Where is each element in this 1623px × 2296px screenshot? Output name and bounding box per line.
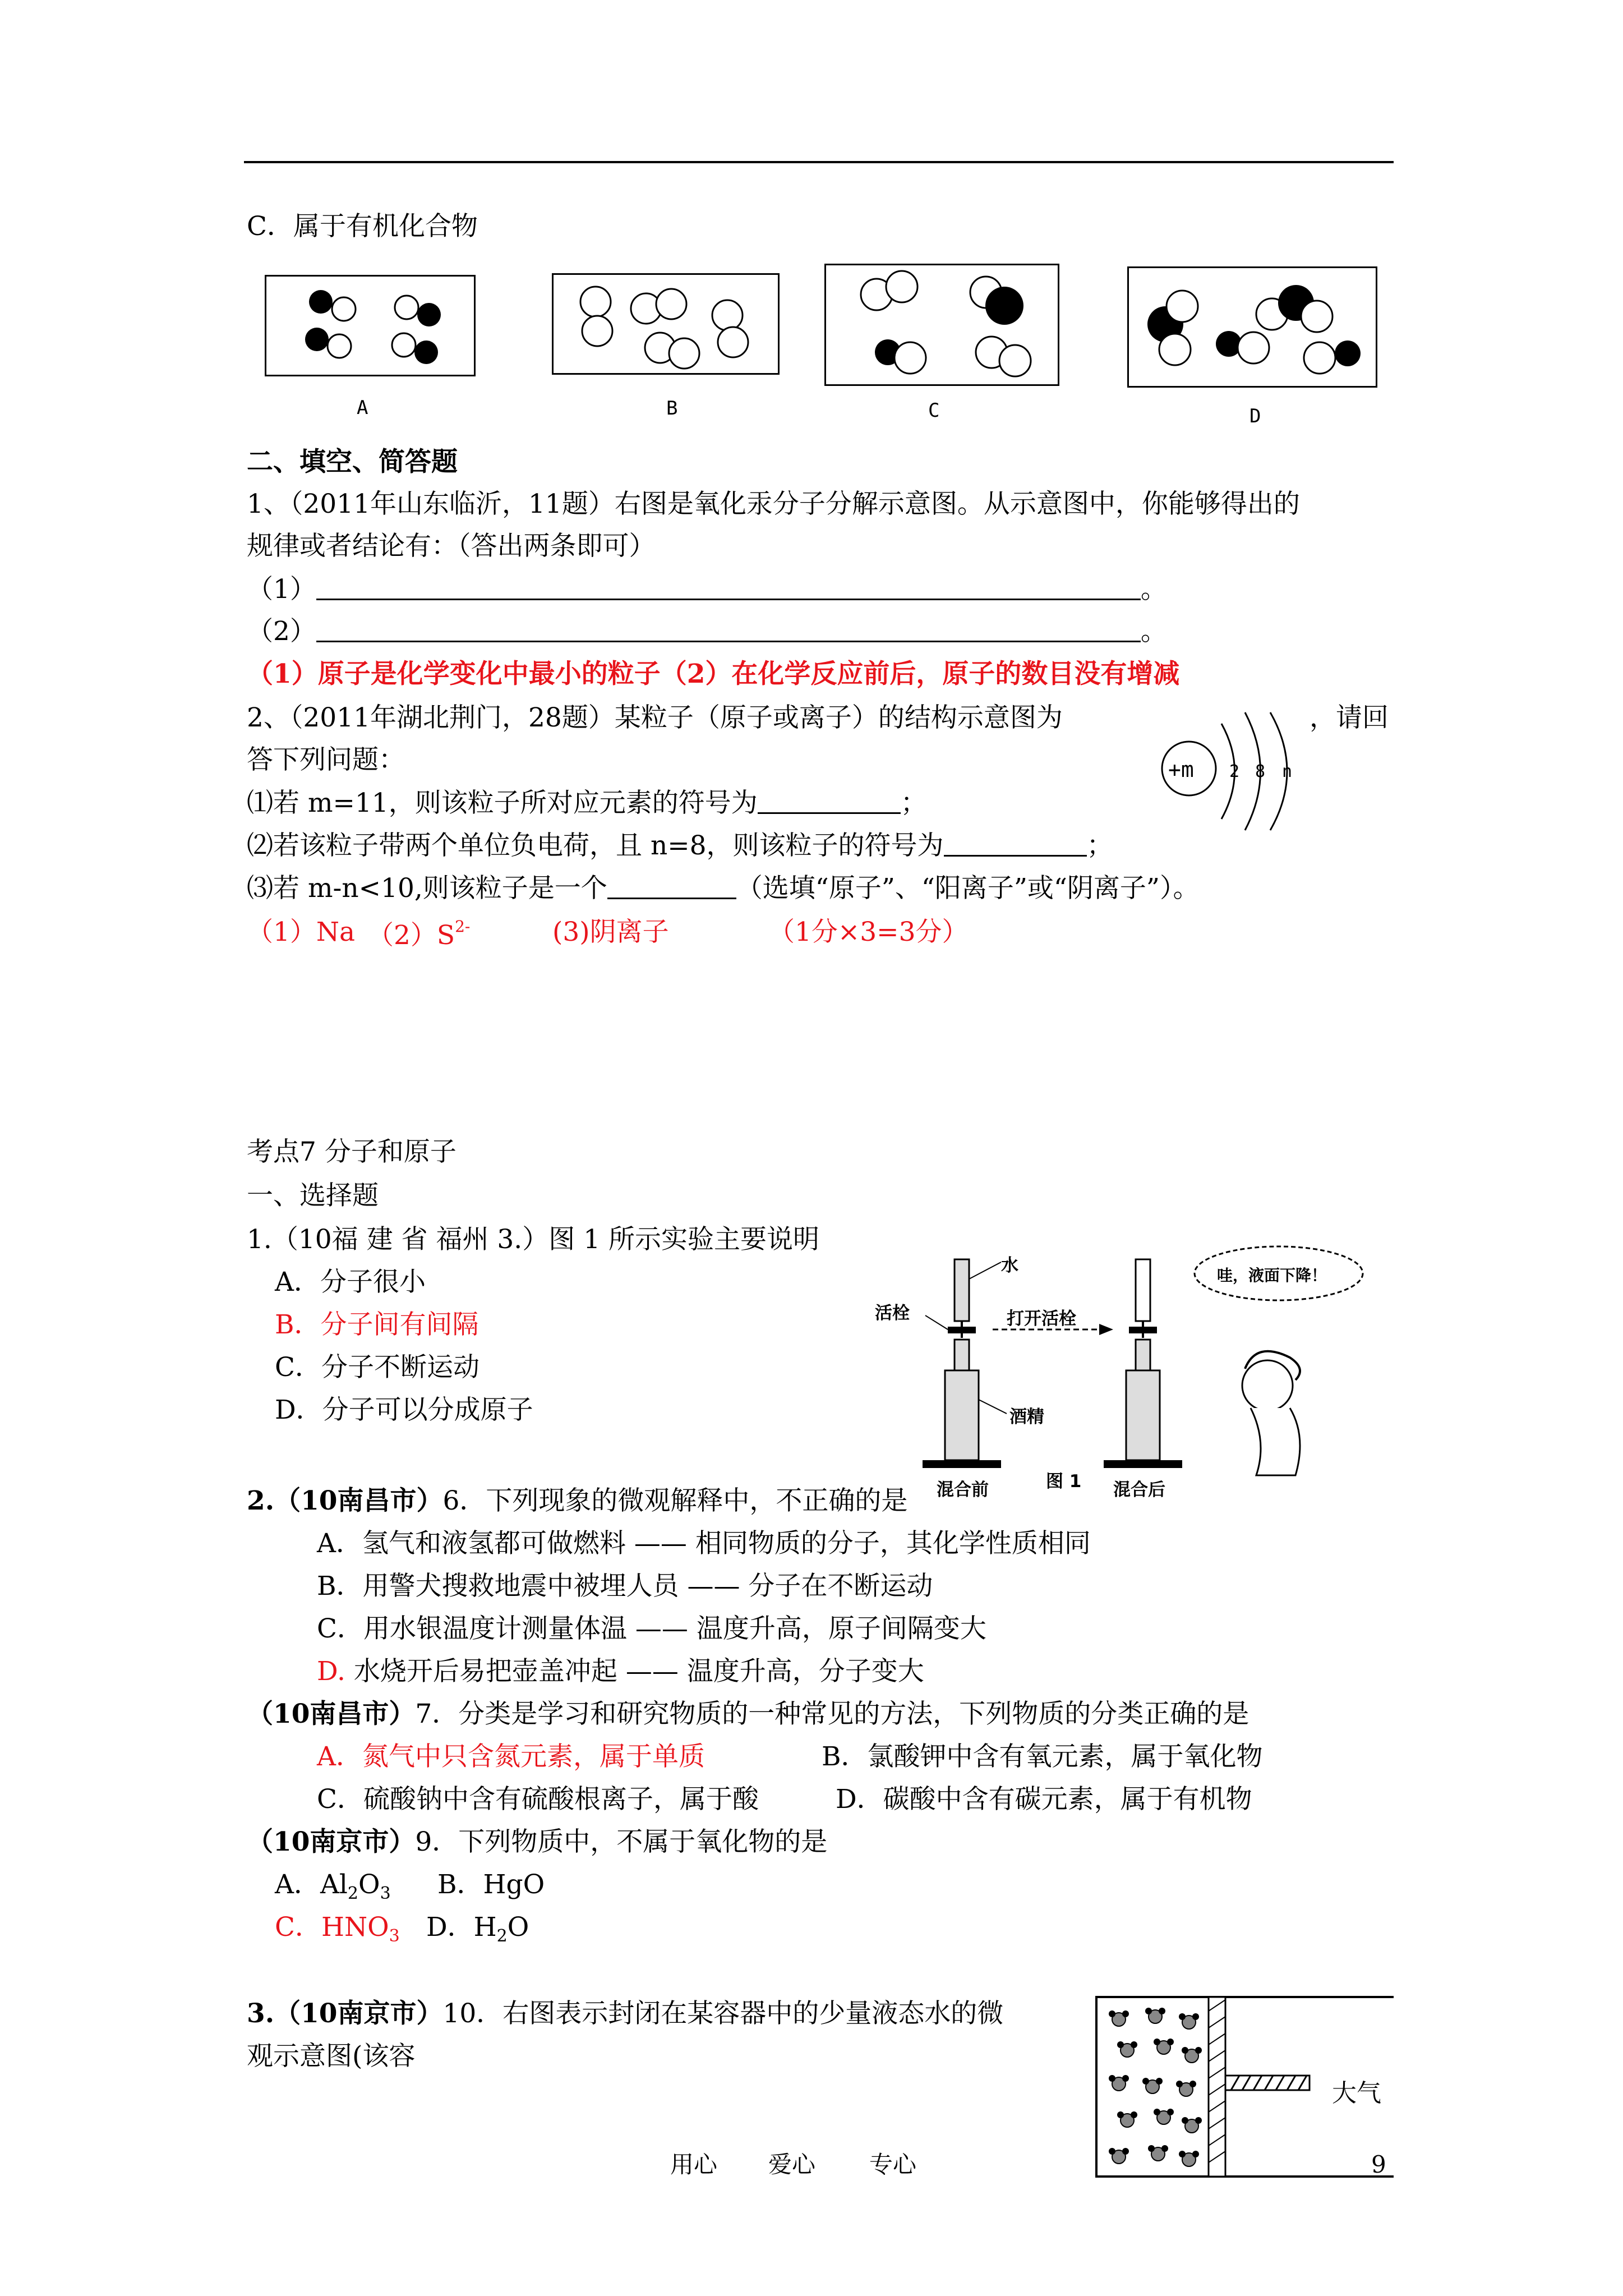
q2-line1: 2、（2011年湖北荆门，28题）某粒子（原子或离子）的结构示意图为	[247, 702, 1063, 733]
molecule-label-a: A	[357, 397, 368, 419]
p1-option-a: A．分子很小	[275, 1267, 426, 1297]
q2-sub2-end: ；	[1086, 830, 1113, 861]
container-water-figure	[1096, 1994, 1394, 2179]
p2-source: 2.（10南昌市）	[247, 1485, 443, 1516]
p5-stem	[247, 2000, 1003, 2027]
p4-option-a: A．$Al_2O_3$	[275, 1869, 391, 1903]
p3-source: （10南昌市）	[247, 1699, 416, 1729]
p3-stem	[247, 1701, 1249, 1727]
p4-option-b: B．HgO	[437, 1869, 545, 1900]
fig1-speech-bubble: 哇，液面下降！	[1217, 1266, 1327, 1285]
q2-sub1-end: ；	[900, 788, 927, 818]
p3-option-a: A．氮气中只含氮元素，属于单质	[317, 1741, 705, 1772]
q2-answer-1: （1）Na	[247, 917, 356, 947]
q2-answer-4: （1分×3=3分）	[768, 917, 969, 947]
fig1-label-water: 水	[1001, 1255, 1018, 1276]
p4-stem	[247, 1826, 828, 1857]
q1-answer: （1）原子是化学变化中最小的粒子（2）在化学反应前后，原子的数目没有增减	[247, 659, 1180, 689]
q2-sub3	[247, 873, 1200, 904]
q1-blank1-row	[247, 574, 1167, 605]
fig1-label-open: 打开活栓	[1007, 1309, 1076, 1329]
p2-option-a: A．氢气和液氢都可做燃料 —— 相同物质的分子，其化学性质相同	[317, 1528, 1091, 1559]
p2-option-b: B．用警犬搜救地震中被埋人员 —— 分子在不断运动	[317, 1571, 933, 1602]
q2-sub3-text: ⑶若 m-n<10,则该粒子是一个	[247, 873, 607, 904]
section-1-title: 一、选择题	[247, 1180, 379, 1211]
p4-option-d: D．$H_2O$	[426, 1912, 529, 1946]
p3-stem-text: 7．分类是学习和研究物质的一种常见的方法，下列物质的分类正确的是	[415, 1699, 1249, 1729]
page-number: 9	[1371, 2151, 1386, 2178]
q1-line1: 1、（2011年山东临沂，11题）右图是氧化汞分子分解示意图。从示意图中，你能够得出的	[247, 489, 1300, 519]
q1-blank2-prefix: （2）	[247, 616, 316, 647]
molecule-box-a	[265, 275, 476, 376]
q2-sub1	[247, 790, 927, 816]
p2-stem-text: 6．下列现象的微观解释中，不正确的是	[442, 1485, 908, 1516]
q2-answer-2-charge: 2-	[455, 917, 471, 936]
q1-blank1[interactable]	[316, 578, 1141, 600]
p4-stem-text: 9．下列物质中，不属于氧化物的是	[415, 1826, 828, 1857]
fig1-label-alcohol: 酒精	[1009, 1407, 1044, 1427]
q1-blank2-row	[247, 618, 1167, 645]
molecule-label-c: C	[928, 399, 940, 422]
q2-answer-2-text: （2）S	[367, 920, 455, 951]
q1-blank2[interactable]	[316, 620, 1141, 642]
molecule-box-b	[552, 273, 780, 375]
figure-1-experiment	[864, 1240, 1363, 1503]
molecule-label-b: B	[666, 397, 678, 420]
container-label-atmosphere: 大气	[1332, 2079, 1381, 2108]
q2-sub2-text: ⑵若该粒子带两个单位负电荷，且 n=8，则该粒子的符号为	[247, 830, 944, 861]
q2-line1-end: ，请回	[1310, 702, 1389, 733]
q2-answer-2	[367, 919, 470, 949]
footer-motto-3: 专心	[869, 2151, 917, 2178]
p2-option-d-letter: D.	[317, 1656, 345, 1687]
p4-source: （10南京市）	[247, 1826, 416, 1857]
fig1-label-before: 混合前	[937, 1480, 989, 1500]
atom-shell-1: 2	[1229, 762, 1240, 781]
p2-stem	[247, 1485, 908, 1516]
footer-motto-2: 爱心	[768, 2151, 816, 2178]
q1-blank1-period: 。	[1140, 574, 1167, 605]
p3-option-c: C．硫酸钠中含有硫酸根离子，属于酸	[317, 1784, 759, 1815]
section-2-title: 二、填空、简答题	[247, 447, 458, 477]
fig1-label-valve: 活栓	[875, 1303, 910, 1323]
q2-answer-3: (3)阴离子	[552, 917, 669, 947]
atom-shell-2: 8	[1255, 762, 1266, 781]
q2-sub3-end: （选填“原子”、“阳离子”或“阴离子”）。	[736, 873, 1200, 904]
p5-stem-text: 10．右图表示封闭在某容器中的少量液态水的微	[442, 1998, 1004, 2029]
option-c-text: C．属于有机化合物	[247, 211, 478, 242]
p5-line2: 观示意图(该容	[247, 2041, 416, 2072]
p4-option-c: C．$HNO_3$	[275, 1912, 400, 1946]
q1-blank1-prefix: （1）	[247, 574, 316, 605]
fig1-caption: 图 1	[1046, 1471, 1082, 1492]
molecule-box-c	[824, 264, 1059, 386]
q2-sub2	[247, 832, 1113, 859]
molecule-box-d	[1127, 266, 1377, 388]
atom-nucleus-label: +m	[1168, 757, 1194, 782]
molecule-label-d: D	[1249, 405, 1261, 427]
p5-source: 3.（10南京市）	[247, 1998, 443, 2029]
q2-line2: 答下列问题：	[247, 744, 405, 775]
p1-option-d: D．分子可以分成原子	[275, 1395, 533, 1425]
q2-sub1-text: ⑴若 m=11，则该粒子所对应元素的符号为	[247, 788, 758, 818]
p2-option-d	[317, 1658, 924, 1685]
q1-blank2-period: 。	[1140, 616, 1167, 647]
header-rule	[244, 161, 1394, 163]
p3-option-d: D．碳酸中含有碳元素，属于有机物	[836, 1784, 1252, 1815]
q2-sub2-blank[interactable]	[944, 835, 1087, 857]
fig1-label-after: 混合后	[1113, 1480, 1165, 1500]
atom-shell-3: n	[1282, 762, 1293, 781]
p1-option-b: B．分子间有间隔	[275, 1309, 479, 1340]
p3-option-b: B．氯酸钾中含有氧元素，属于氧化物	[822, 1741, 1263, 1772]
q2-sub1-blank[interactable]	[758, 792, 901, 814]
p1-stem: 1.（10福 建 省 福州 3.）图 1 所示实验主要说明	[247, 1224, 820, 1255]
q2-sub3-blank[interactable]	[607, 877, 736, 899]
q1-line2: 规律或者结论有：（答出两条即可）	[247, 531, 656, 562]
atom-structure-diagram	[1155, 690, 1307, 830]
p2-option-c: C．用水银温度计测量体温 —— 温度升高，原子间隔变大	[317, 1613, 986, 1644]
footer-motto-1: 用心	[670, 2151, 718, 2178]
p2-option-d-text: 水烧开后易把壶盖冲起 —— 温度升高，分子变大	[353, 1656, 924, 1687]
kaodian-title: 考点7 分子和原子	[247, 1137, 457, 1167]
p1-option-c: C．分子不断运动	[275, 1352, 479, 1383]
